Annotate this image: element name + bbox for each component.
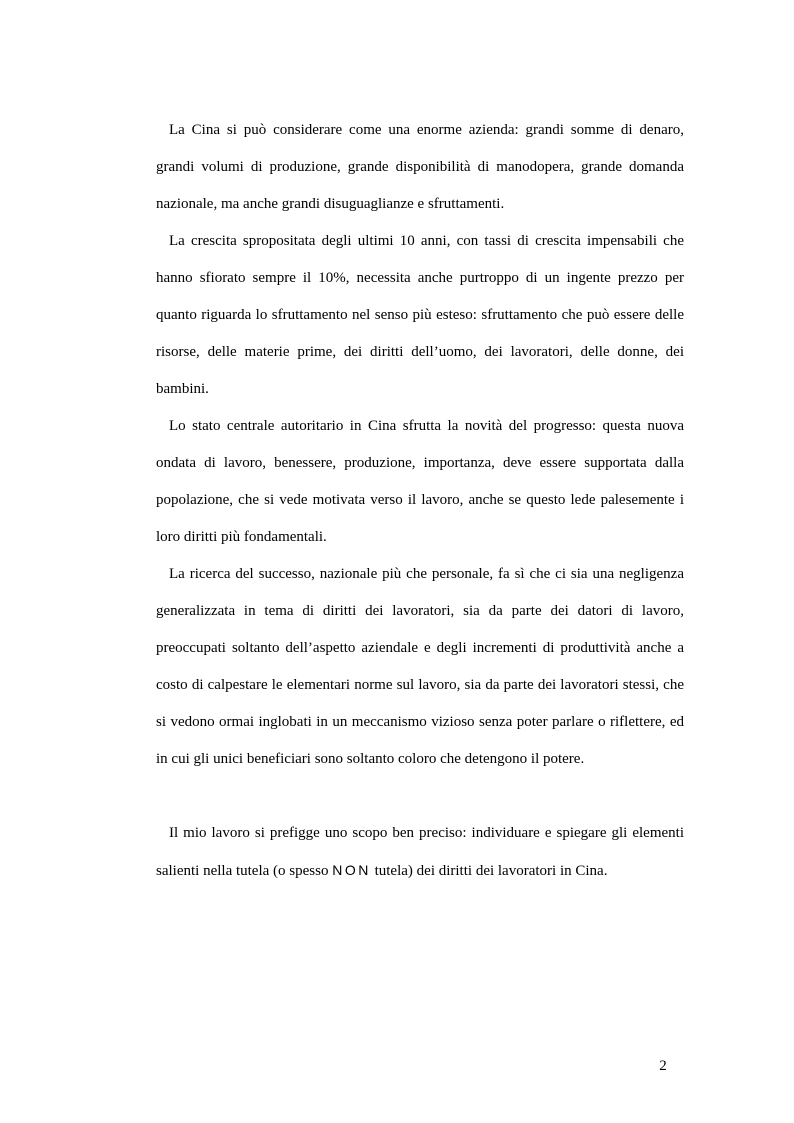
paragraph-authoritarian-state: Lo stato centrale autoritario in Cina sfrutta la novità del progresso: questa nuova ondata di lavoro, benessere, produzione, importanza, deve essere supportata dalla popolazione, che si vede motivata verso il lavoro, anche se questo lede palesemente i loro diritti più fondamentali. [156, 418, 684, 545]
paragraph-spacer [156, 778, 684, 815]
emphasis-non: NON [332, 862, 371, 878]
page-number: 2 [659, 1058, 667, 1074]
page-body [156, 112, 684, 890]
paragraph-pursuit-of-success: La ricerca del successo, nazionale più che personale, fa sì che ci sia una negligenza generalizzata in tema di diritti dei lavoratori, sia da parte dei datori di lavoro, preoccupati soltanto dell’aspetto aziendale e degli incrementi di produttività anche a costo di calpestare le elementari norme sul lavoro, sia da parte dei lavoratori stessi, che si vedono ormai inglobati in un meccanismo vizioso senza poter parlare o riflettere, ed in cui gli unici beneficiari sono soltanto coloro che detengono il potere. [156, 566, 684, 767]
paragraph-work-purpose [156, 815, 684, 890]
paragraph-growth-exploitation: La crescita spropositata degli ultimi 10 anni, con tassi di crescita impensabili che hanno sfiorato sempre il 10%, necessita anche purtroppo di un ingente prezzo per quanto riguarda lo sfruttamento nel senso più esteso: sfruttamento che può essere delle risorse, delle materie prime, dei diritti dell’uomo, dei lavoratori, delle donne, dei bambini. [156, 233, 684, 397]
purpose-text-before: Il mio lavoro si prefigge uno scopo ben preciso: individuare e spiegare gli elementi salienti nella tutela (o spesso [156, 825, 684, 879]
purpose-text-after: tutela) dei diritti dei lavoratori in Cina. [370, 863, 608, 879]
paragraph-china-enterprise: La Cina si può considerare come una enorme azienda: grandi somme di denaro, grandi volumi di produzione, grande disponibilità di manodopera, grande domanda nazionale, ma anche grandi disuguaglianze e sfruttamenti. [156, 122, 684, 212]
